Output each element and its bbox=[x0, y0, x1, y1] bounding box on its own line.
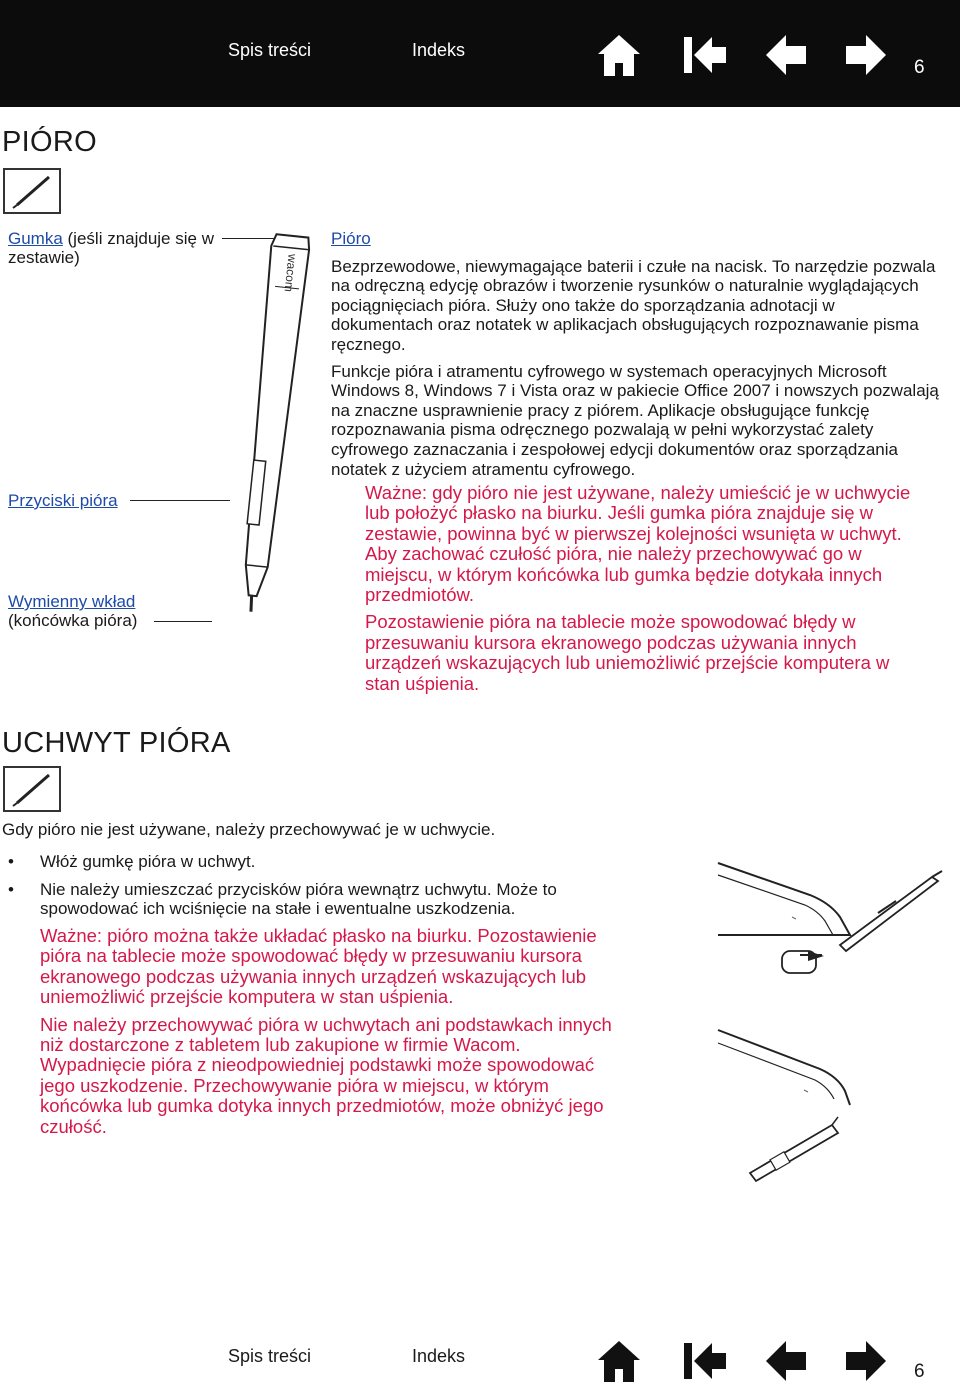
toc-link[interactable]: Spis treści bbox=[228, 1346, 312, 1366]
index-link[interactable]: Indeks bbox=[412, 40, 466, 60]
pen-warnings bbox=[365, 483, 925, 701]
pen-paragraph-2: Funkcje pióra i atramentu cyfrowego w systemach operacyjnych Microsoft Windows 8, Windows 7 i Vista oraz w pakiecie Office 2007 i nowszych pozwalają na znaczne usprawnienie pracy z piórem. Aplikacje obsługujące funkcję rozpoznawania pisma odręcznego pozwalają w pełni wykorzystać zalety cyfrowego zaznaczania i zespołowej edycji dokumentów oraz sporządzania notatek z użyciem atramentu cyfrowego. bbox=[331, 361, 939, 479]
pen-heading: PIÓRO bbox=[2, 126, 97, 158]
next-page-icon[interactable] bbox=[840, 1336, 890, 1384]
eraser-label: Gumka (jeśli znajduje się w zestawie) bbox=[8, 229, 214, 267]
nib-label: Wymienny wkład (końcówka pióra) bbox=[8, 592, 138, 630]
first-page-icon[interactable] bbox=[680, 30, 730, 80]
pen-warning-2: Pozostawienie pióra na tablecie może spowodować błędy w przesuwaniu kursora ekranowego podczas używania innych urządzeń wskazujących lub uniemożliwić przejście komputera w stan uśpienia. bbox=[365, 611, 890, 694]
holder-warnings bbox=[40, 926, 620, 1144]
pen-brand-text: wacom bbox=[281, 253, 300, 293]
nib-link[interactable]: Wymienny wkład bbox=[8, 592, 136, 611]
pen-description bbox=[331, 229, 941, 486]
top-navigation-bar bbox=[0, 0, 960, 107]
home-icon[interactable] bbox=[594, 30, 644, 80]
holder-bullet-list bbox=[40, 852, 620, 927]
pen-icon bbox=[5, 170, 59, 212]
toc-link[interactable]: Spis treści bbox=[228, 40, 312, 60]
previous-page-icon[interactable] bbox=[762, 30, 812, 80]
next-page-icon[interactable] bbox=[840, 30, 890, 80]
home-icon[interactable] bbox=[594, 1336, 644, 1384]
list-item: • Nie należy umieszczać przycisków pióra wewnątrz uchwytu. Może to spowodować ich wciśnięcie na stałe i ewentualne uszkodzenia. bbox=[40, 880, 620, 919]
holder-intro: Gdy pióro nie jest używane, należy przechowywać je w uchwycie. bbox=[2, 820, 496, 839]
pen-paragraph-1: Bezprzewodowe, niewymagające baterii i czułe na nacisk. To narzędzie pozwala na odręczną edycję obrazów i tworzenie rysunków o naturalnie wyglądających pociągnięciach pióra. Służy ono także do sporządzania adnotacji w dokumentach oraz notatek w aplikacjach obsługujących rozpoznawanie pisma ręcznego. bbox=[331, 256, 936, 354]
pen-title-link[interactable]: Pióro bbox=[331, 229, 371, 248]
pen-icon-box bbox=[3, 766, 61, 812]
page-number: 6 bbox=[914, 57, 925, 78]
nib-leader-line bbox=[154, 621, 212, 622]
holder-warning-1: Ważne: pióro można także układać płasko na biurku. Pozostawienie pióra na tablecie może spowodować błędy w przesuwaniu kursora ekranowego podczas używania innych urządzeń wskazujących lub uniemożliwić przejście komputera w stan uśpienia. bbox=[40, 925, 597, 1008]
tablet-pen-holder-illustration bbox=[700, 855, 950, 1195]
pen-warning-1: Ważne: gdy pióro nie jest używane, należy umieścić je w uchwycie lub położyć płasko na biurku. Jeśli gumka pióra znajduje się w zestawie, powinna być w pierwszej kolejności wsunięta w uchwyt. Aby zachować czułość pióra, nie należy przechowywać go w miejscu, w którym końcówka lub gumka będzie dotykała innych przedmiotów. bbox=[365, 482, 911, 606]
pen-buttons-link[interactable]: Przyciski pióra bbox=[8, 491, 118, 510]
eraser-link[interactable]: Gumka bbox=[8, 229, 63, 248]
pen-illustration bbox=[195, 225, 315, 615]
holder-heading: UCHWYT PIÓRA bbox=[2, 727, 231, 759]
holder-warning-2: Nie należy przechowywać pióra w uchwytach ani podstawkach innych niż dostarczone z tabletem lub zakupione w firmie Wacom. Wypadnięcie pióra z nieodpowiedniej podstawki może spowodować jego uszkodzenie. Przechowywanie pióra w miejscu, w którym końcówka lub gumka dotyka innych przedmiotów, może obniżyć jego czułość. bbox=[40, 1013, 612, 1137]
first-page-icon[interactable] bbox=[680, 1336, 730, 1384]
previous-page-icon[interactable] bbox=[762, 1336, 812, 1384]
list-item: • Włóż gumkę pióra w uchwyt. bbox=[40, 852, 620, 872]
page-number: 6 bbox=[914, 1361, 925, 1382]
pen-icon-box bbox=[3, 168, 61, 214]
index-link[interactable]: Indeks bbox=[412, 1346, 466, 1366]
buttons-label bbox=[8, 491, 118, 510]
pen-icon bbox=[5, 768, 59, 810]
